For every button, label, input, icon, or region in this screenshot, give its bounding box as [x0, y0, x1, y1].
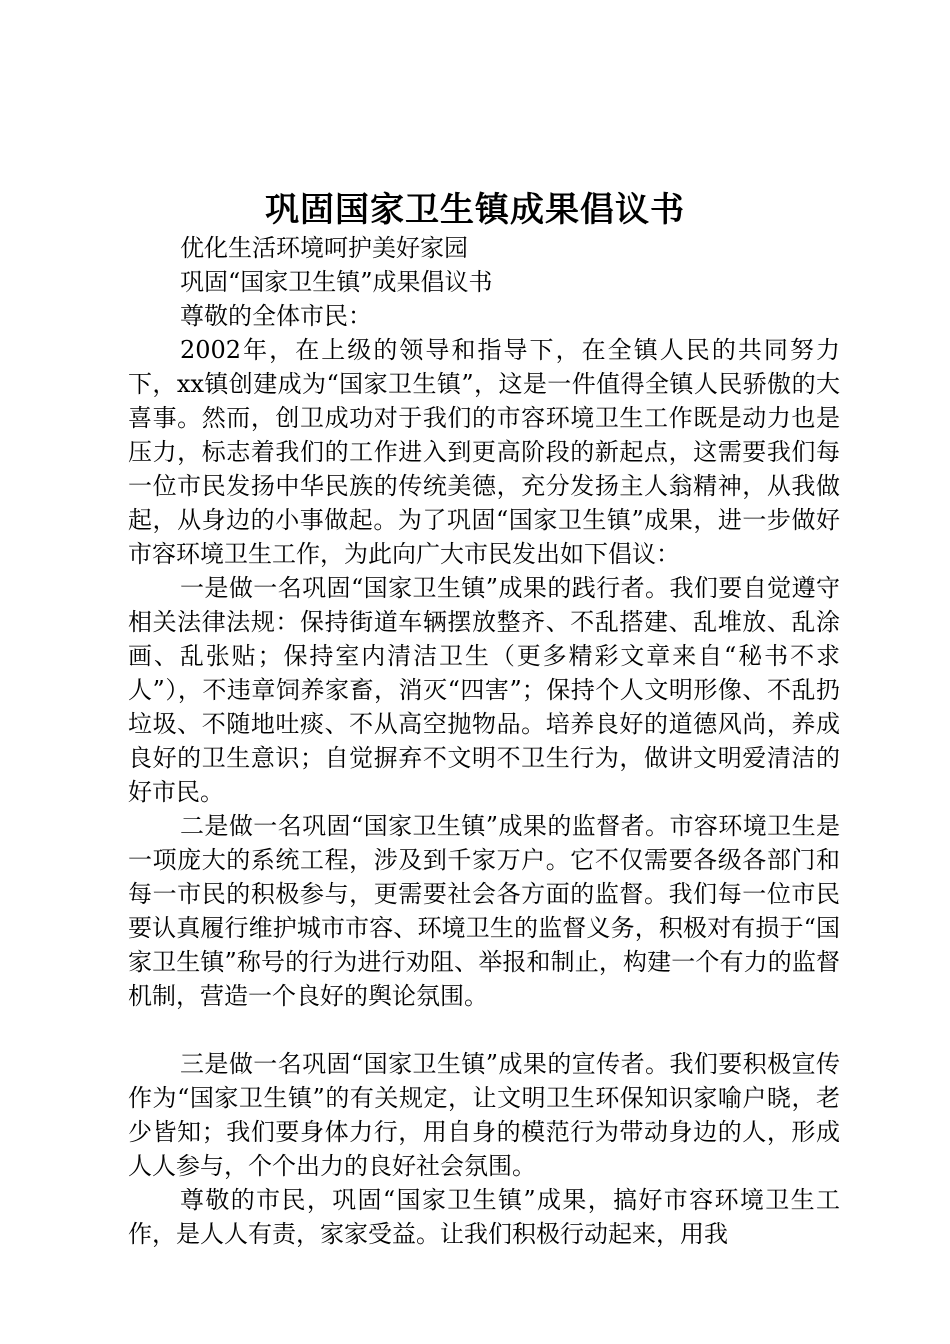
intro-paragraph: 2002年，在上级的领导和指导下，在全镇人民的共同努力下，xx镇创建成为“国家卫生镇”，这是一件值得全镇人民骄傲的大喜事。然而，创卫成功对于我们的市容环境卫生工作既是动力也是压力，标志着我们的工作进入到更高阶段的新起点，这需要我们每一位市民发扬中华民族的传统美德，充分发扬主人翁精神，从我做起，从身边的小事做起。为了巩固“国家卫生镇”成果，进一步做好市容环境卫生工作，为此向广大市民发出如下倡议： [128, 336, 840, 568]
proposal-one-paragraph: 一是做一名巩固“国家卫生镇”成果的践行者。我们要自觉遵守相关法律法规：保持街道车辆摆放整齐、不乱搭建、乱堆放、乱涂画、乱张贴；保持室内清洁卫生（更多精彩文章来自“秘书不求人”），不违章饲养家畜，消灭“四害”；保持个人文明形像、不乱扔垃圾、不随地吐痰、不从高空抛物品。培养良好的道德风尚，养成良好的卫生意识；自觉摒弃不文明不卫生行为，做讲文明爱清洁的好市民。 [128, 574, 840, 806]
proposal-two-paragraph: 二是做一名巩固“国家卫生镇”成果的监督者。市容环境卫生是一项庞大的系统工程，涉及到千家万户。它不仅需要各级各部门和每一市民的积极参与，更需要社会各方面的监督。我们每一位市民要认真履行维护城市市容、环境卫生的监督义务，积极对有损于“国家卫生镇”称号的行为进行劝阻、举报和制止，构建一个有力的监督机制，营造一个良好的舆论氛围。 [128, 812, 840, 1010]
salutation: 尊敬的全体市民： [180, 302, 372, 330]
heading-line: 巩固“国家卫生镇”成果倡议书 [180, 268, 493, 296]
subtitle-line: 优化生活环境呵护美好家园 [180, 234, 468, 262]
closing-paragraph: 尊敬的市民，巩固“国家卫生镇”成果，搞好市容环境卫生工作，是人人有责，家家受益。让我们积极行动起来，用我 [128, 1186, 840, 1248]
paragraph-spacer [128, 1013, 840, 1047]
document-body [128, 231, 840, 1251]
document-title: 巩固国家卫生镇成果倡议书 [265, 190, 685, 230]
proposal-three-paragraph: 三是做一名巩固“国家卫生镇”成果的宣传者。我们要积极宣传作为“国家卫生镇”的有关规定，让文明卫生环保知识家喻户晓，老少皆知；我们要身体力行，用自身的模范行为带动身边的人，形成人人参与，个个出力的良好社会氛围。 [128, 1050, 840, 1180]
